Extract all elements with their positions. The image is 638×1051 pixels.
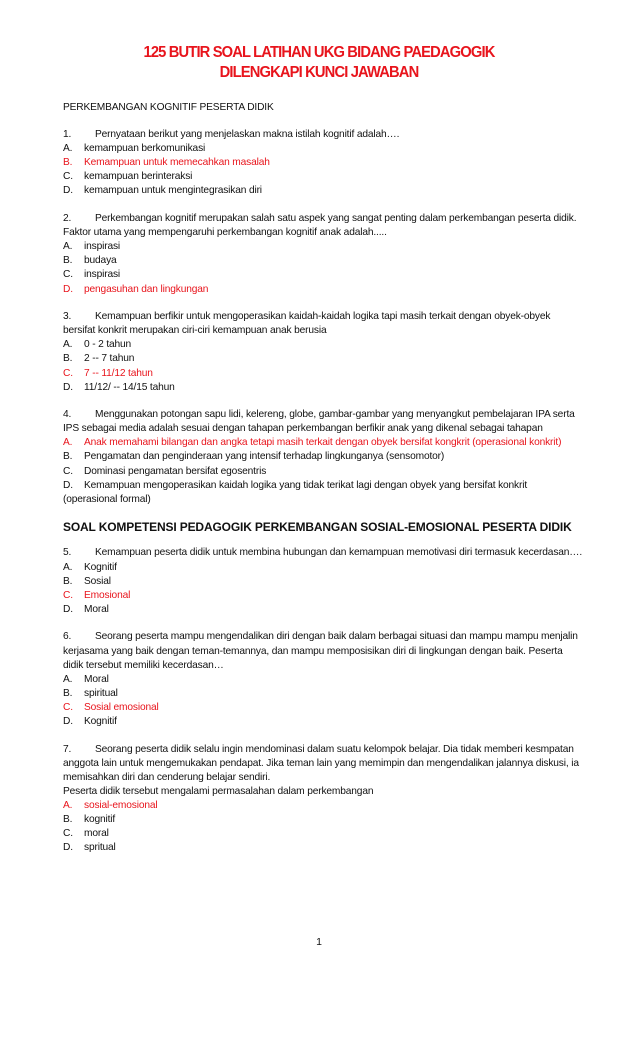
answer-option (63, 575, 583, 589)
question-group-sosial-emosional (63, 546, 583, 855)
option-text: budaya (84, 255, 117, 267)
option-letter: A. (63, 799, 73, 811)
option-text: Kognitif (84, 561, 117, 573)
question-number: 3. (63, 311, 72, 323)
option-text: spiritual (84, 687, 118, 699)
question-block (63, 408, 583, 507)
question-stem: Menggunakan potongan sapu lidi, kelereng, globe, gambar-gambar yang menyangkut pembelajaran IPA serta IPS sebagai media adalah sesuai dengan tahapan perkembangan berfikir anak yang dikenal sebagai tahapan (63, 409, 575, 435)
answer-option (63, 561, 583, 575)
option-text: kognitif (84, 814, 116, 826)
answer-option-correct (63, 589, 583, 603)
answer-option (63, 715, 583, 729)
answer-option (63, 170, 583, 184)
question-stem: Perkembangan kognitif merupakan salah satu aspek yang sangat penting dalam perkembangan peserta didik. Faktor utama yang mempengaruhi perkembangan kognitif anak adalah..... (63, 213, 577, 239)
answer-option (63, 184, 583, 198)
question-stem: Kemampuan berfikir untuk mengoperasikan kaidah-kaidah logika tapi masih terkait dengan obyek-obyek bersifat konkrit merupakan ciri-ciri kemampuan anak berusia (63, 311, 551, 337)
question-text (63, 128, 583, 142)
option-text: kemampuan berinteraksi (84, 171, 193, 183)
option-text: spritual (84, 842, 116, 854)
option-text: sosial-emosional (84, 799, 158, 811)
answer-option (63, 268, 583, 282)
option-text: inspirasi (84, 269, 121, 281)
document-title-line-2: DILENGKAPI KUNCI JAWABAN (219, 64, 419, 81)
option-letter: A. (63, 241, 73, 253)
answer-option (63, 450, 583, 464)
option-letter: B. (63, 157, 73, 169)
answer-option (63, 603, 583, 617)
question-block (63, 128, 583, 198)
option-letter: D. (63, 479, 73, 491)
option-text: Anak memahami bilangan dan angka tetapi masih terkait dengan obyek bersifat kongkrit (operasional konkrit) (84, 437, 562, 449)
answer-option (63, 813, 583, 827)
option-letter: A. (63, 437, 73, 449)
question-number: 1. (63, 129, 72, 141)
answer-option-correct (63, 283, 583, 297)
answer-option (63, 841, 583, 855)
option-letter: C. (63, 589, 73, 601)
option-text: Emosional (84, 589, 131, 601)
answer-option (63, 142, 583, 156)
answer-option (63, 673, 583, 687)
option-letter: C. (63, 828, 73, 840)
option-text: inspirasi (84, 241, 121, 253)
option-text: kemampuan untuk mengintegrasikan diri (84, 185, 262, 197)
option-text: Moral (84, 673, 109, 685)
question-block (63, 212, 583, 297)
answer-option (63, 240, 583, 254)
answer-option-correct (63, 436, 583, 450)
option-text: Moral (84, 603, 109, 615)
question-stem-continued: Peserta didik tersebut mengalami permasalahan dalam perkembangan (63, 785, 374, 797)
option-letter: B. (63, 353, 73, 365)
option-text: Sosial emosional (84, 701, 159, 713)
option-letter: C. (63, 367, 73, 379)
option-text: kemampuan berkomunikasi (84, 143, 206, 155)
question-stem: Pernyataan berikut yang menjelaskan makna istilah kognitif adalah…. (95, 129, 400, 141)
option-letter: C. (63, 465, 73, 477)
question-block (63, 743, 583, 856)
question-text (63, 743, 583, 785)
option-text: Kemampuan untuk memecahkan masalah (84, 157, 270, 169)
option-letter: C. (63, 269, 73, 281)
option-letter: A. (63, 561, 73, 573)
answer-option-correct (63, 367, 583, 381)
question-stem: Kemampuan peserta didik untuk membina hubungan dan kemampuan memotivasi diri termasuk kecerdasan…. (95, 547, 583, 559)
option-text: 2 -- 7 tahun (84, 353, 135, 365)
question-text (63, 546, 583, 560)
question-number: 2. (63, 213, 72, 225)
question-stem: Seorang peserta mampu mengendalikan diri dengan baik dalam berbagai situasi dan mampu mampu menjalin kerjasama yang baik dengan teman-temannya, dan mampu memposisikan diri di lingkungan dengan baik. Peserta didik tersebut memiliki kecerdasan… (63, 631, 578, 671)
option-letter: D. (63, 842, 73, 854)
question-block (63, 310, 583, 395)
question-number: 5. (63, 547, 72, 559)
answer-option (63, 381, 583, 395)
answer-option-correct (63, 701, 583, 715)
question-text (63, 408, 583, 436)
option-text: Pengamatan dan penginderaan yang intensif terhadap lingkunganya (sensomotor) (84, 451, 445, 463)
option-letter: B. (63, 575, 73, 587)
option-text: 0 - 2 tahun (84, 339, 132, 351)
question-number: 7. (63, 743, 72, 755)
option-letter: D. (63, 603, 73, 615)
option-letter: C. (63, 701, 73, 713)
option-letter: B. (63, 687, 73, 699)
answer-option (63, 338, 583, 352)
option-text: moral (84, 828, 109, 840)
answer-option (63, 827, 583, 841)
option-text: 11/12/ -- 14/15 tahun (84, 381, 175, 393)
page-number: 1 (316, 936, 322, 948)
answer-option (63, 687, 583, 701)
section-heading-sosial-emosional: SOAL KOMPETENSI PEDAGOGIK PERKEMBANGAN SOSIAL-EMOSIONAL PESERTA DIDIK (63, 520, 572, 535)
answer-option (63, 352, 583, 366)
option-text: Kemampuan mengoperasikan kaidah logika yang tidak terikat lagi dengan obyek yang bersifat konkrit (operasional formal) (63, 479, 528, 505)
option-letter: A. (63, 339, 73, 351)
answer-option-correct (63, 799, 583, 813)
document-title-line-1: 125 BUTIR SOAL LATIHAN UKG BIDANG PAEDAGOGIK (143, 44, 495, 61)
answer-option-correct (63, 156, 583, 170)
option-letter: B. (63, 814, 73, 826)
question-stem: Seorang peserta didik selalu ingin mendominasi dalam suatu kelompok belajar. Dia tidak memberi kesmpatan anggota lain untuk mengemukakan pendapat. Jika teman lain yang memimpin dan mengendalikan jalannya diskusi, ia memisahkan diri dan cenderung belajar sendiri. (63, 743, 579, 783)
question-number: 4. (63, 409, 72, 421)
option-text: pengasuhan dan lingkungan (84, 283, 209, 295)
question-text (63, 630, 583, 672)
answer-option (63, 254, 583, 268)
option-letter: A. (63, 673, 73, 685)
question-group-kognitif (63, 128, 583, 507)
option-text: 7 -- 11/12 tahun (84, 367, 153, 379)
option-text: Kognitif (84, 715, 117, 727)
question-text (63, 310, 583, 338)
answer-option (63, 479, 583, 507)
option-letter: B. (63, 451, 73, 463)
option-letter: D. (63, 283, 73, 295)
question-text (63, 212, 583, 240)
option-letter: C. (63, 171, 73, 183)
question-number: 6. (63, 631, 72, 643)
option-letter: D. (63, 185, 73, 197)
option-text: Dominasi pengamatan bersifat egosentris (84, 465, 267, 477)
option-text: Sosial (84, 575, 111, 587)
question-block (63, 546, 583, 616)
question-block (63, 630, 583, 729)
option-letter: A. (63, 143, 73, 155)
option-letter: D. (63, 715, 73, 727)
option-letter: D. (63, 381, 73, 393)
section-heading-kognitif: PERKEMBANGAN KOGNITIF PESERTA DIDIK (63, 102, 274, 113)
option-letter: B. (63, 255, 73, 267)
document-body (63, 101, 583, 869)
answer-option (63, 465, 583, 479)
